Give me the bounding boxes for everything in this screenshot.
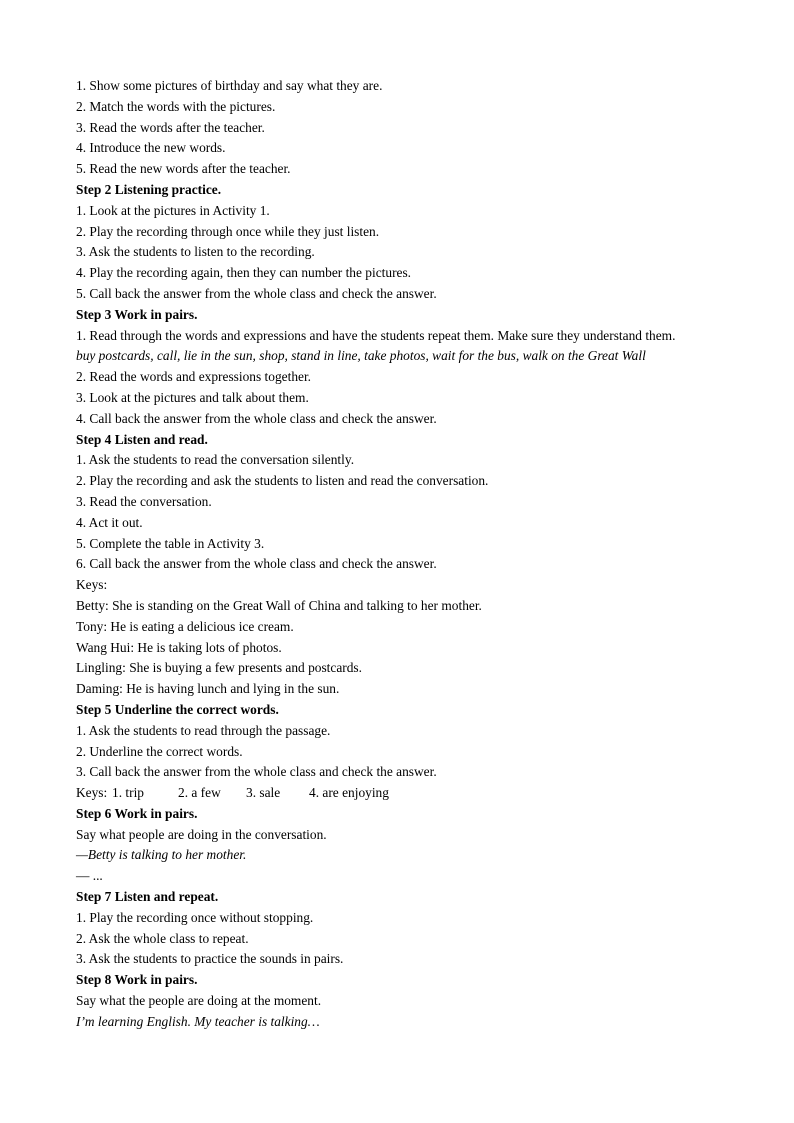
intro-item-1: 1. Show some pictures of birthday and say what they are. [76,78,383,93]
step7-item-1: 1. Play the recording once without stopping. [76,909,314,925]
step3-vocabulary: buy postcards, call, lie in the sun, shop, stand in line, take photos, wait for the bus, walk on the Great Wall [76,348,646,364]
step7-item-2: 2. Ask the whole class to repeat. [76,930,249,946]
step2-item-1: 1. Look at the pictures in Activity 1. [76,202,270,218]
step5-item-3: 3. Call back the answer from the whole class and check the answer. [76,764,437,780]
step3-item-1: 1. Read through the words and expressions and have the students repeat them. Make sure they understand them. [76,327,676,343]
step3-heading: Step 3 Work in pairs. [76,306,198,322]
step8-example: I’m learning English. My teacher is talking… [76,1013,320,1029]
step5-answer-1: 1. trip [112,785,144,801]
step4-item-6: 6. Call back the answer from the whole class and check the answer. [76,556,437,572]
step3-item-3: 3. Look at the pictures and talk about them. [76,389,309,405]
step5-answer-2: 2. a few [178,785,221,801]
step5-item-2: 2. Underline the correct words. [76,743,243,759]
step5-answer-3: 3. sale [246,785,281,801]
step4-item-2: 2. Play the recording and ask the students to listen and read the conversation. [76,473,489,489]
intro-item-5: 5. Read the new words after the teacher. [76,161,291,177]
step6-example: —Betty is talking to her mother. [76,847,247,863]
step4-key-wang-hui: Wang Hui: He is taking lots of photos. [76,639,282,655]
step4-key-betty: Betty: She is standing on the Great Wall of China and talking to her mother. [76,597,482,613]
step4-heading: Step 4 Listen and read. [76,431,208,447]
step4-item-4: 4. Act it out. [76,514,143,530]
step8-instruction: Say what the people are doing at the moment. [76,993,322,1009]
step6-instruction: Say what people are doing in the conversation. [76,826,327,842]
step4-item-5: 5. Complete the table in Activity 3. [76,535,265,551]
step2-item-5: 5. Call back the answer from the whole class and check the answer. [76,285,437,301]
step2-item-4: 4. Play the recording again, then they can number the pictures. [76,265,412,281]
step6-heading: Step 6 Work in pairs. [76,805,198,821]
step5-keys-label: Keys: [76,785,108,801]
intro-item-3: 3. Read the words after the teacher. [76,119,265,135]
step7-heading: Step 7 Listen and repeat. [76,889,219,905]
step2-heading: Step 2 Listening practice. [76,181,222,197]
step2-item-2: 2. Play the recording through once while they just listen. [76,223,380,239]
step8-heading: Step 8 Work in pairs. [76,972,198,988]
step4-key-tony: Tony: He is eating a delicious ice cream. [76,618,294,634]
step4-keys-label: Keys: [76,577,108,593]
step4-key-lingling: Lingling: She is buying a few presents and postcards. [76,660,362,676]
step5-answer-4: 4. are enjoying [309,785,389,801]
lesson-plan-page [76,76,726,1033]
step5-item-1: 1. Ask the students to read through the passage. [76,722,331,738]
step5-keys-row [76,783,726,804]
step4-item-1: 1. Ask the students to read the conversation silently. [76,452,355,468]
step4-item-3: 3. Read the conversation. [76,493,212,509]
step6-continuation: — ... [76,868,103,884]
step5-heading: Step 5 Underline the correct words. [76,701,279,717]
intro-item-4: 4. Introduce the new words. [76,140,226,156]
step3-item-2: 2. Read the words and expressions together. [76,369,312,385]
step7-item-3: 3. Ask the students to practice the sounds in pairs. [76,951,344,967]
step2-item-3: 3. Ask the students to listen to the recording. [76,244,315,260]
step3-item-4: 4. Call back the answer from the whole class and check the answer. [76,410,437,426]
intro-item-2: 2. Match the words with the pictures. [76,98,276,114]
step4-key-daming: Daming: He is having lunch and lying in the sun. [76,681,340,697]
